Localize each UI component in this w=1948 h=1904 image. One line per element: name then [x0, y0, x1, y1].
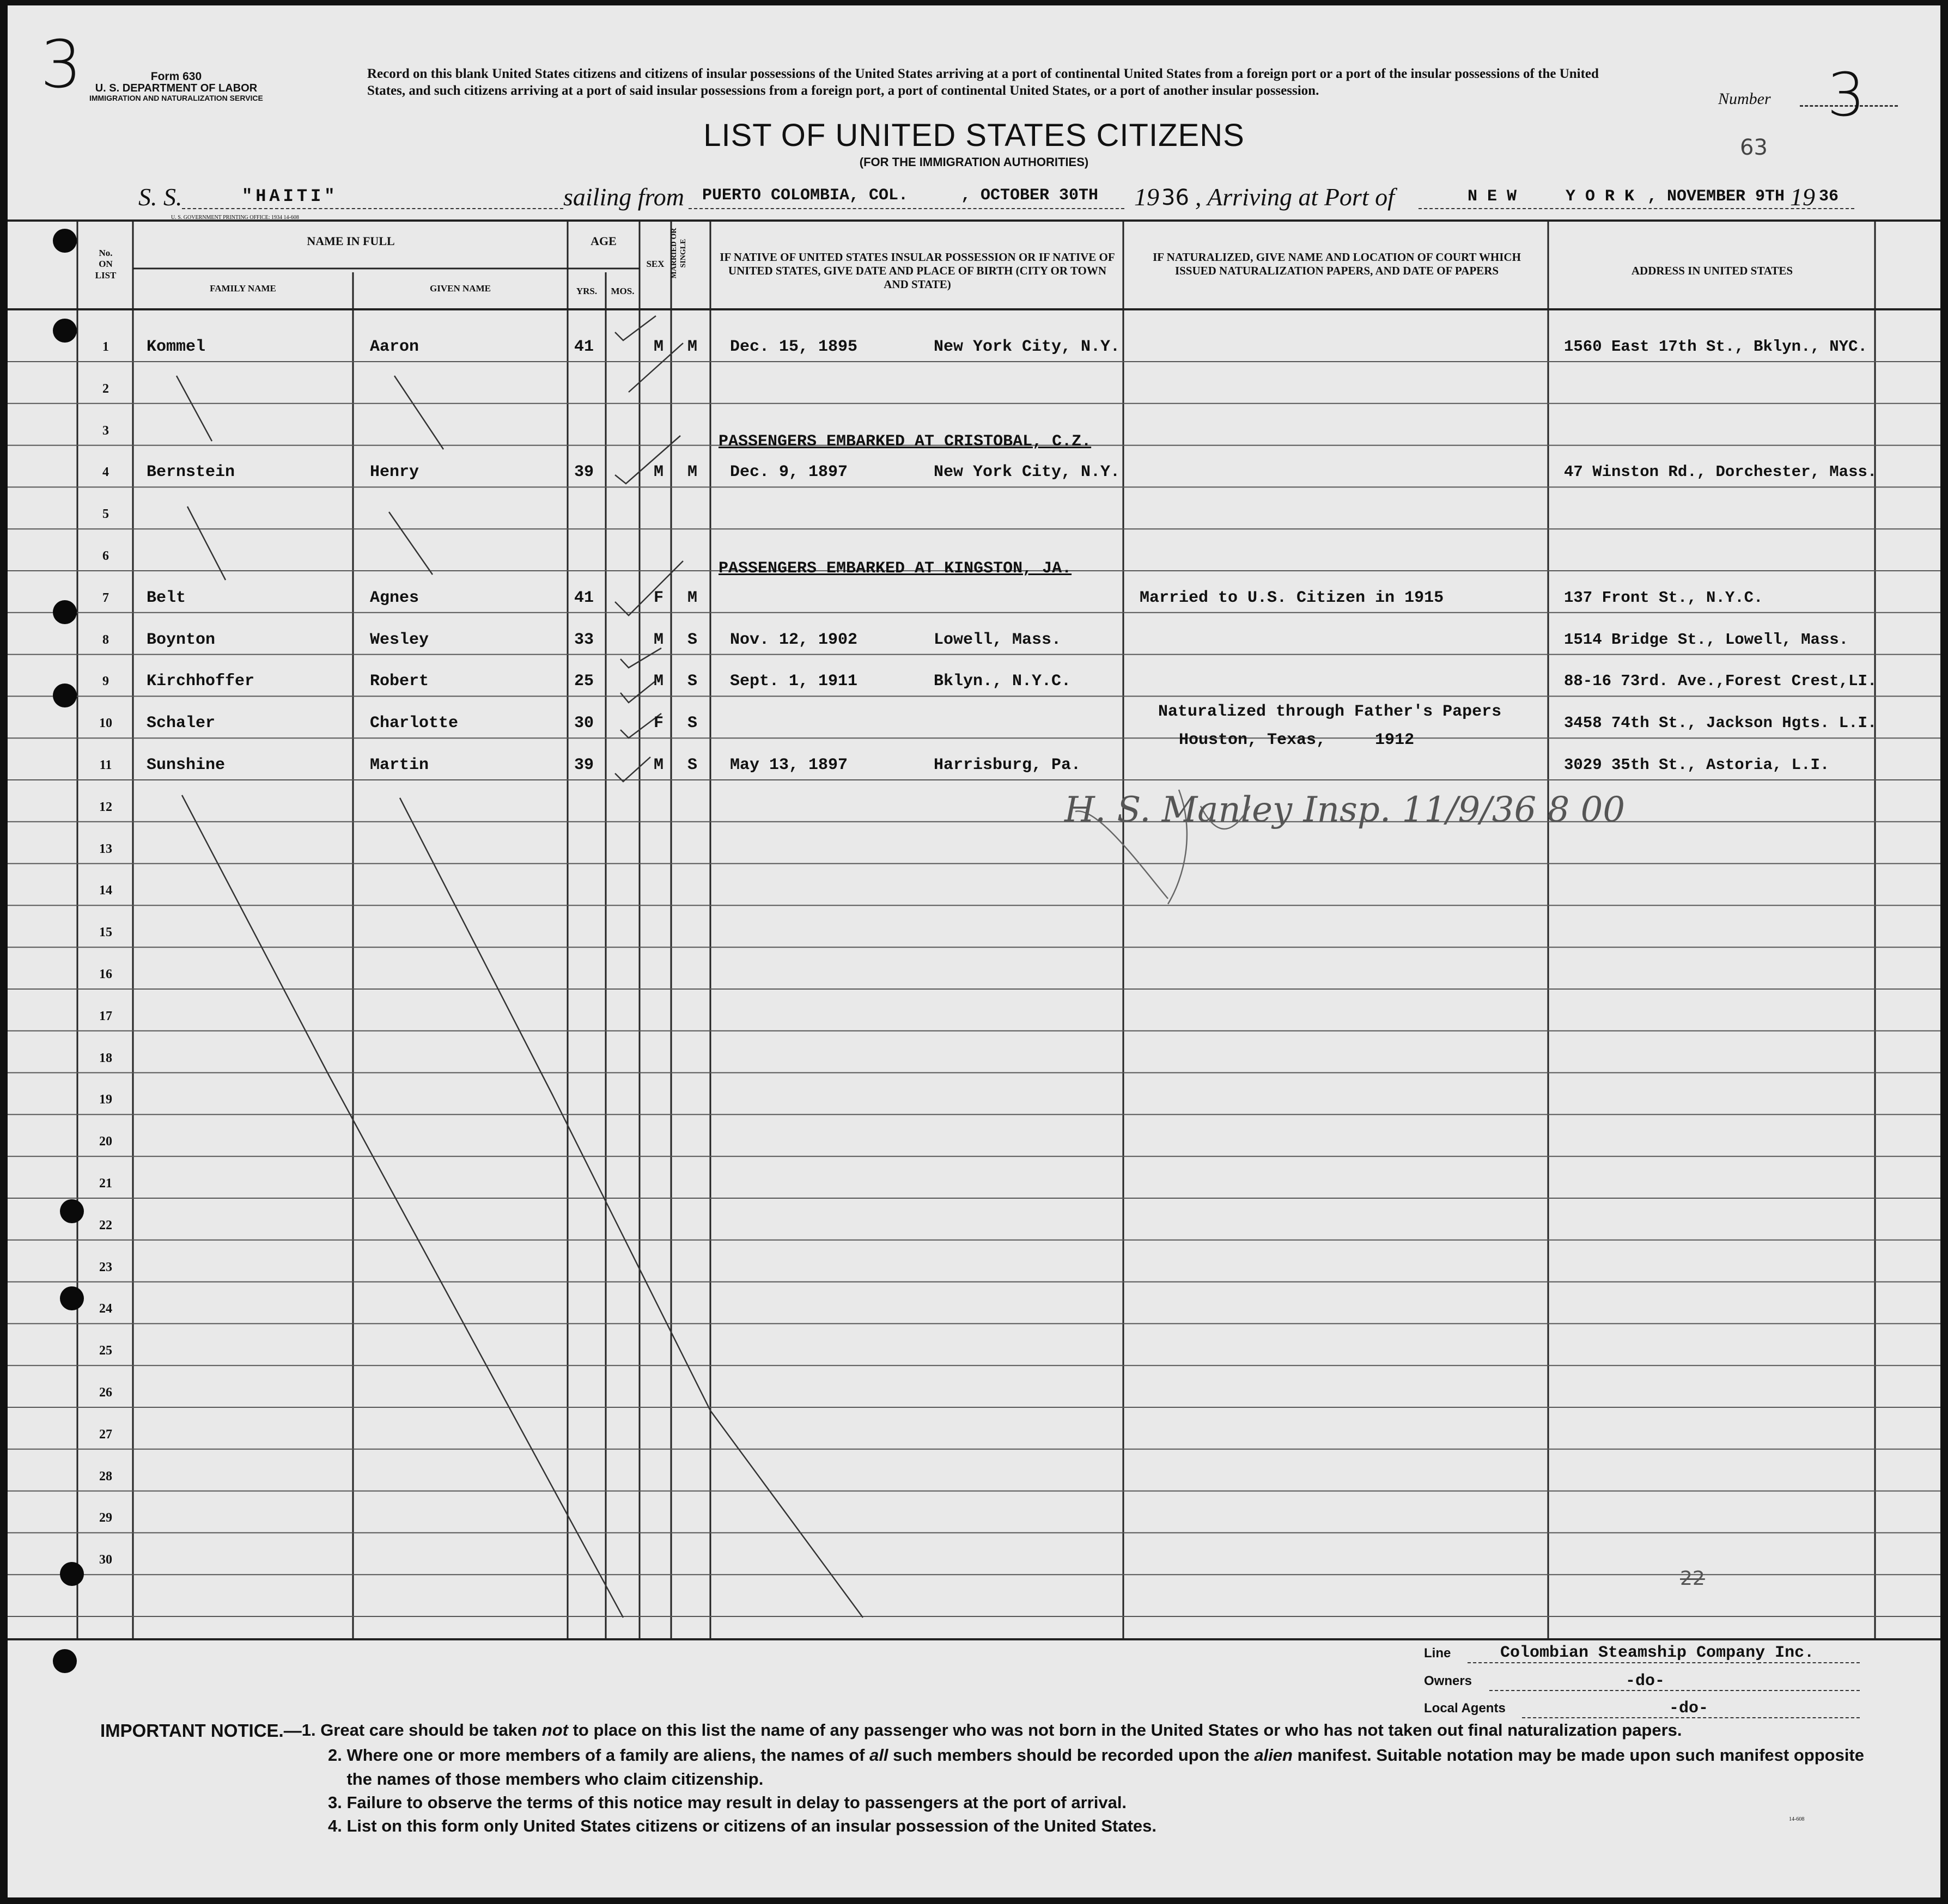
notice-1-em: not	[541, 1720, 568, 1740]
address: 1560 East 17th St., Bklyn., NYC.	[1564, 338, 1867, 356]
stamp-number: 63	[1740, 135, 1768, 160]
birth-date: Sept. 1, 1911	[730, 672, 858, 691]
header-native-birth: IF NATIVE OF UNITED STATES INSULAR POSSESSION OR IF NATIVE OF UNITED STATES, GIVE DATE AND PLACE OF BIRTH (CITY OR TOWN AND STATE)	[720, 251, 1115, 291]
row-number: 26	[99, 1386, 112, 1400]
given-name: Martin	[370, 756, 429, 774]
birth-date: Dec. 9, 1897	[730, 463, 848, 482]
sex: M	[654, 630, 664, 649]
age-years: 30	[574, 714, 594, 733]
notice-4-num: 4.	[328, 1816, 342, 1836]
row-number: 14	[99, 883, 112, 898]
owners-underline	[1489, 1690, 1860, 1691]
row-number: 29	[99, 1511, 112, 1525]
header-naturalized: IF NATURALIZED, GIVE NAME AND LOCATION OF COURT WHICH ISSUED NATURALIZATION PAPERS, AND DATE OF PAPERS	[1153, 251, 1521, 278]
sex: M	[654, 756, 664, 774]
sex: M	[654, 672, 664, 691]
row-number: 10	[99, 716, 112, 731]
row-number: 7	[102, 590, 109, 605]
ss-label: S. S.	[138, 183, 182, 211]
header-no-text: No.	[99, 248, 113, 258]
header-no	[78, 248, 133, 281]
given-name: Wesley	[370, 630, 429, 649]
age-years: 25	[574, 672, 594, 691]
row-number: 13	[99, 841, 112, 856]
header-given-name: GIVEN NAME	[430, 283, 491, 294]
arrival-date: , NOVEMBER 9TH	[1647, 187, 1785, 206]
family-name: Bernstein	[147, 463, 235, 482]
marital-status: S	[687, 630, 698, 649]
sex: F	[654, 714, 664, 733]
given-name: Henry	[370, 463, 419, 482]
row-number: 1	[102, 340, 109, 354]
row-number: 4	[102, 465, 109, 480]
marital-status: S	[687, 714, 698, 733]
marital-status: M	[687, 338, 698, 356]
notice-3-num: 3.	[328, 1792, 342, 1812]
row-number: 21	[99, 1176, 112, 1191]
punch-hole	[53, 229, 77, 253]
birth-place: New York City, N.Y.	[934, 338, 1121, 356]
given-name: Agnes	[370, 588, 419, 607]
stamp-bottom: 22	[1680, 1567, 1705, 1590]
line-underline	[1468, 1662, 1860, 1663]
notice-2a: Where one or more members of a family are aliens, the names of	[346, 1746, 870, 1765]
agents-value: -do-	[1669, 1699, 1709, 1718]
record-instructions: Record on this blank United States citizens and citizens of insular possessions of the United States arriving at a port of continental United States from a foreign port or a port of the insular possessions of the United States, and such citizens arriving at a port of said insular possessions from a foreign port, a port of continental United States, or a port of another insular possession.	[367, 66, 1599, 99]
naturalization: Married to U.S. Citizen in 1915	[1140, 588, 1444, 607]
header-mos: MOS.	[611, 286, 635, 296]
row-number: 5	[102, 507, 109, 522]
sailing-date: , OCTOBER 30TH	[961, 186, 1099, 205]
given-name: Charlotte	[370, 714, 459, 733]
birth-date: Dec. 15, 1895	[730, 338, 858, 356]
row-number: 25	[99, 1344, 112, 1358]
naturalization-note-1: Naturalized through Father's Papers	[1158, 703, 1502, 721]
row-number: 8	[102, 632, 109, 647]
header-married-single	[670, 212, 689, 294]
row-number: 27	[99, 1427, 112, 1442]
marital-status: S	[687, 756, 698, 774]
age-years: 39	[574, 463, 594, 482]
age-years: 33	[574, 630, 594, 649]
age-years: 41	[574, 588, 594, 607]
address: 1514 Bridge St., Lowell, Mass.	[1564, 630, 1849, 649]
header-age: AGE	[591, 234, 617, 248]
sex: M	[654, 338, 664, 356]
embark-note-kingston: PASSENGERS EMBARKED AT KINGSTON, JA.	[719, 559, 1072, 578]
notice-2c: manifest. Suitable notation may be made upon such manifest opposite the names of those members who claim citizenship.	[346, 1746, 1864, 1789]
notice-3: Failure to observe the terms of this notice may result in delay to passengers at the port of arrival.	[346, 1792, 1127, 1812]
embark-note-cristobal: PASSENGERS EMBARKED AT CRISTOBAL, C.Z.	[719, 432, 1092, 451]
notice-4: List on this form only United States citizens or citizens of an insular possession of the United States.	[346, 1816, 1157, 1836]
punch-hole	[53, 319, 77, 343]
row-number: 11	[99, 758, 112, 772]
arrival-year: 36	[1819, 187, 1839, 206]
form-code: 14-608	[1789, 1816, 1805, 1822]
agents-label: Local Agents	[1424, 1701, 1506, 1716]
marital-status: M	[687, 588, 698, 607]
row-number: 3	[102, 423, 109, 438]
given-name: Robert	[370, 672, 429, 691]
family-name: Kommel	[147, 338, 206, 356]
ship-name: "HAITI"	[242, 186, 338, 206]
age-years: 39	[574, 756, 594, 774]
address: 3029 35th St., Astoria, L.I.	[1564, 756, 1830, 774]
arriving-label: , Arriving at Port of	[1195, 183, 1395, 211]
notice-1-num: 1.	[301, 1720, 316, 1740]
row-number: 2	[102, 381, 109, 396]
owners-label: Owners	[1424, 1674, 1472, 1688]
row-number: 22	[99, 1218, 112, 1232]
page-title: LIST OF UNITED STATES CITIZENS	[703, 118, 1245, 153]
printing-office: U. S. GOVERNMENT PRINTING OFFICE: 1934 14-608	[171, 215, 299, 221]
naturalization-note-2: Houston, Texas, 1912	[1179, 731, 1415, 749]
marital-status: M	[687, 463, 698, 482]
punch-hole	[53, 1649, 77, 1673]
birth-date: May 13, 1897	[730, 756, 848, 774]
notice-1a: Great care should be taken	[320, 1720, 542, 1740]
owners-value: -do-	[1626, 1672, 1665, 1691]
notice-1b: to place on this list the name of any passenger who was not born in the United States or who has not taken out final naturalization papers.	[568, 1720, 1682, 1740]
birth-place: Bklyn., N.Y.C.	[934, 672, 1072, 691]
notice-heading: IMPORTANT NOTICE.—	[100, 1720, 302, 1741]
sex: M	[654, 463, 664, 482]
row-number: 20	[99, 1134, 112, 1149]
row-number: 12	[99, 800, 112, 814]
sailing-label: sailing from	[563, 183, 684, 211]
birth-date: Nov. 12, 1902	[730, 630, 858, 649]
row-number: 18	[99, 1051, 112, 1065]
row-number: 9	[102, 674, 109, 689]
address: 3458 74th St., Jackson Hgts. L.I.	[1564, 714, 1877, 733]
header-yrs: YRS.	[576, 286, 598, 296]
from-port: PUERTO COLOMBIA, COL.	[702, 186, 909, 205]
row-number: 19	[99, 1093, 112, 1107]
row-number: 15	[99, 925, 112, 940]
row-number: 16	[99, 967, 112, 981]
header-list-text: LIST	[95, 270, 117, 280]
address: 88-16 73rd. Ave.,Forest Crest,LI.	[1564, 672, 1877, 691]
notice-2-num: 2.	[328, 1746, 342, 1765]
family-name: Belt	[147, 588, 186, 607]
list-number: 3	[1827, 60, 1865, 130]
family-name: Schaler	[147, 714, 216, 733]
inspector-signature: H. S. Manley Insp. 11/9/36 8 00	[1064, 790, 1626, 830]
row-number: 24	[99, 1302, 112, 1316]
row-number: 30	[99, 1553, 112, 1567]
punch-hole	[53, 684, 77, 707]
row-number: 6	[102, 549, 109, 563]
page-subtitle: (FOR THE IMMIGRATION AUTHORITIES)	[859, 155, 1089, 169]
marital-status: S	[687, 672, 698, 691]
given-name: Aaron	[370, 338, 419, 356]
birth-place: New York City, N.Y.	[934, 463, 1121, 482]
birth-place: Harrisburg, Pa.	[934, 756, 1081, 774]
sex: F	[654, 588, 664, 607]
sailing-year: 36	[1161, 185, 1189, 210]
header-sex: SEX	[646, 259, 665, 269]
corner-mark: 3	[40, 27, 82, 103]
form-number: Form 630	[150, 70, 202, 83]
row-number: 23	[99, 1260, 112, 1274]
manifest-sheet	[8, 5, 1940, 1897]
row-number: 28	[99, 1469, 112, 1484]
birth-place: Lowell, Mass.	[934, 630, 1062, 649]
notice-2-em2: alien	[1254, 1746, 1293, 1765]
arrival-year-prefix: 19	[1790, 183, 1815, 211]
family-name: Sunshine	[147, 756, 226, 774]
address: 137 Front St., N.Y.C.	[1564, 588, 1763, 607]
notice-2b: such members should be recorded upon the	[888, 1746, 1255, 1765]
check-marks	[615, 316, 683, 782]
number-label: Number	[1718, 90, 1771, 108]
line-label: Line	[1424, 1646, 1451, 1661]
important-notice	[100, 1718, 1898, 1838]
year-prefix: 19	[1134, 183, 1159, 211]
arrival-port: N E W Y O R K	[1468, 187, 1635, 206]
service-name: IMMIGRATION AND NATURALIZATION SERVICE	[89, 94, 263, 103]
notice-2-em: all	[869, 1746, 888, 1765]
age-years: 41	[574, 338, 594, 356]
header-single-text: SINGLE	[679, 239, 687, 268]
header-address: ADDRESS IN UNITED STATES	[1631, 264, 1793, 277]
row-number: 17	[99, 1009, 112, 1023]
header-family-name: FAMILY NAME	[210, 283, 276, 294]
line-value: Colombian Steamship Company Inc.	[1500, 1644, 1815, 1662]
address: 47 Winston Rd., Dorchester, Mass.	[1564, 463, 1877, 481]
header-name-in-full: NAME IN FULL	[307, 234, 395, 248]
family-name: Boynton	[147, 630, 216, 649]
header-on-text: ON	[99, 259, 113, 270]
family-name: Kirchhoffer	[147, 672, 255, 691]
punch-hole	[53, 600, 77, 624]
department-name: U. S. DEPARTMENT OF LABOR	[95, 82, 258, 95]
header-married-text: MARRIED OR	[670, 228, 678, 279]
